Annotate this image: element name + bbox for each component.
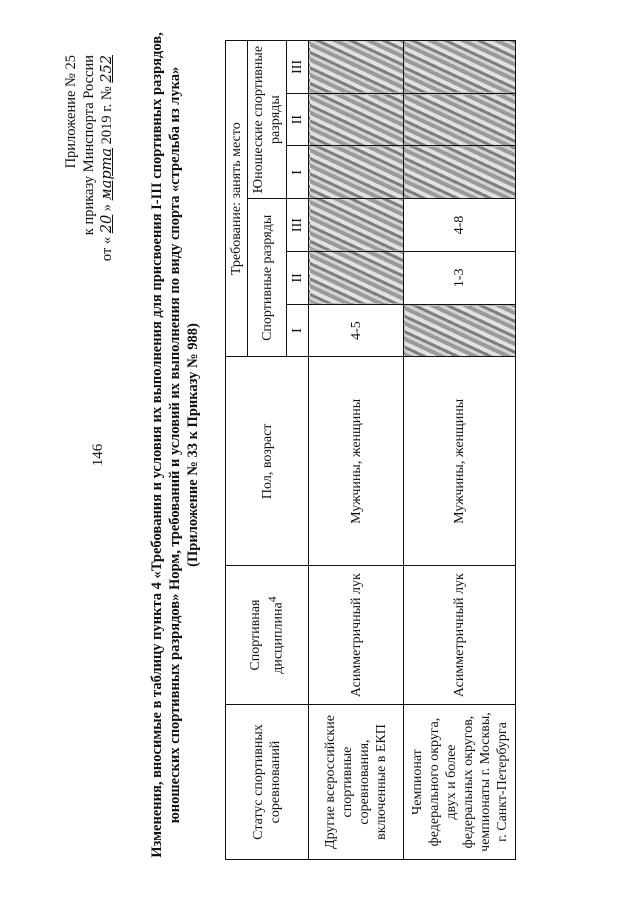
cell-sex-age: Мужчины, женщины bbox=[404, 357, 516, 566]
rank-header: II bbox=[287, 251, 309, 304]
requirements-table bbox=[225, 40, 516, 860]
cell-shaded bbox=[309, 93, 404, 146]
header-discipline bbox=[226, 566, 309, 705]
rank-header: III bbox=[287, 41, 309, 94]
cell-rank-2: 1-3 bbox=[404, 251, 516, 304]
date-day: 20 bbox=[99, 214, 115, 234]
table-header-row-1 bbox=[226, 41, 248, 860]
date-mid: » bbox=[99, 203, 115, 212]
cell-shaded bbox=[309, 251, 404, 304]
cell-shaded bbox=[404, 146, 516, 199]
cell-shaded bbox=[404, 41, 516, 94]
table-row bbox=[404, 41, 516, 860]
appendix-block bbox=[62, 55, 116, 295]
date-prefix: от « bbox=[99, 236, 115, 262]
cell-shaded bbox=[309, 146, 404, 199]
date-month: марта bbox=[99, 147, 115, 201]
header-sport-ranks: Спортивные разряды bbox=[248, 199, 287, 357]
date-year: 2019 г. № bbox=[99, 86, 115, 145]
rank-header: I bbox=[287, 304, 309, 357]
rank-header: I bbox=[287, 146, 309, 199]
cell-discipline: Асимметричный лук bbox=[309, 566, 404, 705]
footnote-mark: 4 bbox=[266, 596, 280, 603]
cell-rank-3: 4-8 bbox=[404, 199, 516, 252]
cell-status: Чемпионат федерального округа, двух и более федеральных округов, чемпионаты г. Москвы, г. Санкт-Петербурга bbox=[404, 705, 516, 860]
order-number: 252 bbox=[99, 55, 115, 83]
header-youth-ranks: Юношеские спортивные разряды bbox=[248, 41, 287, 199]
header-discipline-label: Спортивная дисциплина bbox=[248, 599, 286, 674]
rank-header: II bbox=[287, 93, 309, 146]
header-sex-age: Пол, возраст bbox=[226, 357, 309, 566]
cell-shaded bbox=[404, 304, 516, 357]
header-status: Статус спортивных соревнований bbox=[226, 705, 309, 860]
cell-shaded bbox=[404, 93, 516, 146]
document-heading: Изменения, вносимые в таблицу пункта 4 «Требования и условия их выполнения для присвоения I-III спортивных разрядов, юношеских спортивных разрядов» Норм, требований и условий их выполнения по виду спорта «стрельба из лука» (Приложение № 33 к Приказу № 988) bbox=[149, 32, 201, 858]
appendix-order-line: к приказу Минспорта России bbox=[81, 55, 97, 236]
cell-discipline: Асимметричный лук bbox=[404, 566, 516, 705]
header-requirement: Требование: занять место bbox=[226, 41, 248, 357]
appendix-title: Приложение № 25 bbox=[63, 55, 79, 169]
page-number: 146 bbox=[90, 443, 106, 467]
cell-status: Другие всероссийские спортивные соревнования, включенные в ЕКП bbox=[309, 705, 404, 860]
cell-sex-age: Мужчины, женщины bbox=[309, 357, 404, 566]
cell-rank-1: 4-5 bbox=[309, 304, 404, 357]
rank-header: III bbox=[287, 199, 309, 252]
cell-shaded bbox=[309, 199, 404, 252]
cell-shaded bbox=[309, 41, 404, 94]
table-row bbox=[309, 41, 404, 860]
appendix-date-line bbox=[98, 55, 116, 295]
